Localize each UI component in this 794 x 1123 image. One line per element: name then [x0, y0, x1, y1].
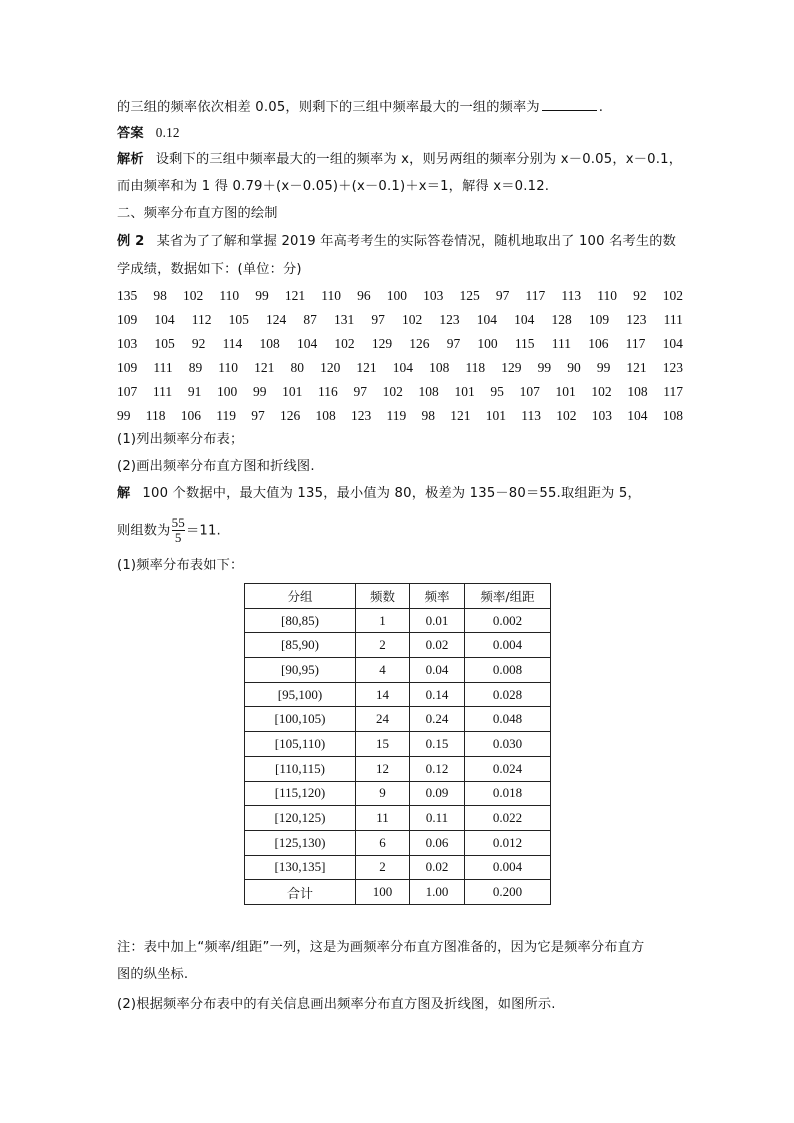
answer-label: 答案: [117, 126, 144, 141]
score-value: 100: [217, 384, 238, 399]
score-value: 109: [117, 360, 138, 375]
part-2-text: (2)根据频率分布表中的有关信息画出频率分布直方图及折线图，如图所示.: [117, 997, 556, 1012]
score-value: 99: [596, 360, 611, 375]
scores-row: [117, 335, 683, 353]
score-value: 129: [371, 336, 393, 351]
note-line-2: [117, 966, 683, 984]
solution-label: 解: [117, 486, 131, 501]
problem-text: 的三组的频率依次相差 0.05，则剩下的三组中频率最大的一组的频率为: [117, 100, 540, 115]
scores-row: [117, 383, 683, 401]
example-line-2: [117, 261, 683, 279]
frequency-table: [244, 583, 551, 905]
score-value: 116: [318, 384, 338, 399]
groups-suffix: ＝11.: [185, 523, 221, 539]
score-value: 110: [218, 360, 239, 375]
score-value: 117: [625, 336, 646, 351]
table-cell: 15: [356, 732, 410, 757]
score-value: 103: [591, 408, 612, 423]
answer-blank: [542, 97, 597, 111]
score-value: 101: [485, 408, 506, 423]
score-value: 97: [353, 384, 367, 399]
score-value: 99: [537, 360, 552, 375]
score-value: 104: [514, 312, 535, 327]
table-cell: 1: [356, 608, 410, 633]
score-value: 95: [490, 384, 504, 399]
table-cell: 0.02: [410, 855, 465, 880]
score-value: 97: [446, 336, 461, 351]
note-text-2: 图的纵坐标.: [117, 967, 189, 982]
score-value: 126: [280, 408, 301, 423]
table-cell: [130,135]: [245, 855, 356, 880]
table-cell: 0.028: [465, 682, 551, 707]
score-value: 102: [556, 408, 577, 423]
score-value: 110: [219, 288, 240, 303]
table-cell: 0.15: [410, 732, 465, 757]
score-value: 105: [154, 336, 175, 351]
score-value: 90: [567, 360, 581, 375]
score-value: 102: [334, 336, 355, 351]
score-value: 100: [477, 336, 498, 351]
score-value: 135: [117, 288, 138, 303]
score-value: 118: [465, 360, 486, 375]
answer-line: [117, 124, 683, 143]
table-cell: 0.018: [465, 781, 551, 806]
table-cell: 0.11: [410, 806, 465, 831]
score-value: 104: [662, 336, 683, 351]
table-cell: 0.030: [465, 732, 551, 757]
table-cell: 4: [356, 658, 410, 683]
question-1-line: [117, 431, 683, 449]
score-value: 97: [371, 312, 385, 327]
score-value: 119: [216, 408, 236, 423]
table-cell: 0.01: [410, 608, 465, 633]
score-value: 104: [476, 312, 497, 327]
table-cell: 0.06: [410, 830, 465, 855]
score-value: 87: [303, 312, 317, 327]
table-total-row: [245, 880, 551, 905]
score-value: 104: [154, 312, 175, 327]
score-value: 110: [321, 288, 341, 303]
table-row: [245, 830, 551, 855]
table-cell: 9: [356, 781, 410, 806]
score-value: 102: [662, 288, 683, 303]
score-value: 101: [282, 384, 303, 399]
score-value: 97: [251, 408, 265, 423]
score-value: 109: [588, 312, 610, 327]
solution-line: [117, 485, 683, 503]
analysis-label: 解析: [117, 152, 144, 167]
note-text-1: 注：表中加上“频率/组距”一列，这是为画频率分布直方图准备的，因为它是频率分布直方: [117, 940, 645, 955]
score-value: 105: [228, 312, 249, 327]
score-value: 104: [392, 360, 413, 375]
score-value: 80: [290, 360, 304, 375]
score-value: 121: [450, 408, 471, 423]
table-row: [245, 806, 551, 831]
score-value: 113: [521, 408, 541, 423]
table-cell: 12: [356, 756, 410, 781]
score-value: 106: [180, 408, 201, 423]
table-cell: 0.002: [465, 608, 551, 633]
table-cell: 0.09: [410, 781, 465, 806]
analysis-line-2: [117, 178, 683, 196]
header-count: 频数: [356, 584, 410, 609]
score-value: 102: [591, 384, 612, 399]
table-cell: [125,130): [245, 830, 356, 855]
table-cell: [80,85): [245, 608, 356, 633]
scores-row: [117, 359, 683, 377]
score-value: 108: [259, 336, 280, 351]
analysis-line-1: [117, 151, 683, 169]
score-value: 108: [429, 360, 450, 375]
table-cell: 0.004: [465, 633, 551, 658]
score-value: 92: [191, 336, 206, 351]
table-cell: 100: [356, 880, 410, 905]
example-text-2: 学成绩，数据如下：(单位：分): [117, 262, 302, 277]
table-cell: 0.04: [410, 658, 465, 683]
groups-prefix: 则组数为: [117, 523, 171, 539]
table-cell: 0.14: [410, 682, 465, 707]
table-row: [245, 633, 551, 658]
groups-line: [117, 516, 683, 546]
table-intro-line: [117, 557, 683, 575]
score-value: 97: [495, 288, 510, 303]
table-row: [245, 658, 551, 683]
score-value: 108: [418, 384, 439, 399]
score-value: 102: [382, 384, 403, 399]
score-value: 121: [356, 360, 377, 375]
table-header-row: [245, 584, 551, 609]
table-cell: [100,105): [245, 707, 356, 732]
score-value: 120: [320, 360, 341, 375]
section-title: 二、频率分布直方图的绘制: [117, 206, 278, 221]
header-frequency: 频率: [410, 584, 465, 609]
header-frequency-per-width: 频率/组距: [465, 584, 551, 609]
table-row: [245, 707, 551, 732]
problem-end: .: [598, 100, 604, 115]
table-cell: 合计: [245, 880, 356, 905]
score-value: 121: [626, 360, 647, 375]
table-cell: [85,90): [245, 633, 356, 658]
score-value: 129: [501, 360, 522, 375]
table-cell: 6: [356, 830, 410, 855]
score-value: 107: [519, 384, 540, 399]
score-value: 119: [386, 408, 407, 423]
score-value: 99: [252, 384, 267, 399]
answer-value: 0.12: [155, 125, 180, 140]
example-line-1: [117, 233, 683, 251]
score-value: 99: [117, 408, 131, 423]
score-value: 108: [315, 408, 336, 423]
scores-row: [117, 311, 683, 329]
score-value: 121: [254, 360, 275, 375]
table-row: [245, 855, 551, 880]
table-cell: 0.022: [465, 806, 551, 831]
table-row: [245, 682, 551, 707]
table-cell: 0.024: [465, 756, 551, 781]
table-cell: 0.008: [465, 658, 551, 683]
score-value: 124: [266, 312, 287, 327]
example-text-1: 某省为了了解和掌握 2019 年高考考生的实际答卷情况，随机地取出了 100 名考生的数: [156, 234, 677, 249]
table-cell: [90,95): [245, 658, 356, 683]
note-line-1: [117, 939, 683, 957]
score-value: 107: [117, 384, 138, 399]
table-row: [245, 756, 551, 781]
question-1: (1)列出频率分布表；: [117, 432, 244, 447]
table-cell: 24: [356, 707, 410, 732]
question-2-line: [117, 458, 683, 476]
score-value: 104: [627, 408, 648, 423]
table-row: [245, 608, 551, 633]
analysis-text-2: 而由频率和为 1 得 0.79＋(x－0.05)＋(x－0.1)＋x＝1，解得 x＝0.12.: [117, 179, 550, 194]
score-value: 111: [551, 336, 571, 351]
table-row: [245, 732, 551, 757]
score-value: 123: [351, 408, 372, 423]
score-value: 103: [117, 336, 138, 351]
table-cell: [115,120): [245, 781, 356, 806]
table-cell: 0.012: [465, 830, 551, 855]
table-cell: [95,100): [245, 682, 356, 707]
score-value: 117: [663, 384, 683, 399]
score-value: 112: [191, 312, 212, 327]
score-value: 101: [454, 384, 475, 399]
score-value: 108: [662, 408, 683, 423]
score-value: 121: [284, 288, 306, 303]
score-value: 108: [627, 384, 648, 399]
score-value: 123: [662, 360, 683, 375]
fraction-numerator: 55: [171, 515, 185, 530]
table-cell: 2: [356, 633, 410, 658]
table-cell: 0.24: [410, 707, 465, 732]
score-value: 115: [514, 336, 535, 351]
score-value: 125: [459, 288, 480, 303]
score-value: 111: [153, 360, 173, 375]
table-cell: 2: [356, 855, 410, 880]
table-cell: 11: [356, 806, 410, 831]
table-cell: 0.048: [465, 707, 551, 732]
table-row: [245, 781, 551, 806]
part-2-line: [117, 996, 683, 1014]
score-value: 103: [423, 288, 444, 303]
table-cell: 0.004: [465, 855, 551, 880]
table-cell: 0.12: [410, 756, 465, 781]
score-value: 110: [597, 288, 617, 303]
score-value: 123: [626, 312, 647, 327]
analysis-text-1: 设剩下的三组中频率最大的一组的频率为 x，则另两组的频率分别为 x－0.05，x－0.1，: [155, 152, 683, 167]
section-heading: [117, 205, 683, 223]
score-value: 117: [525, 288, 546, 303]
problem-continuation: [117, 97, 683, 117]
score-value: 100: [386, 288, 407, 303]
score-value: 131: [334, 312, 355, 327]
header-group: 分组: [245, 584, 356, 609]
score-value: 89: [188, 360, 203, 375]
score-value: 102: [402, 312, 423, 327]
score-value: 99: [255, 288, 269, 303]
table-cell: [110,115): [245, 756, 356, 781]
score-value: 92: [633, 288, 647, 303]
groups-fraction: [172, 516, 185, 545]
score-value: 126: [409, 336, 430, 351]
score-value: 128: [551, 312, 572, 327]
table-cell: [120,125): [245, 806, 356, 831]
score-value: 98: [153, 288, 167, 303]
score-value: 102: [183, 288, 204, 303]
table-cell: 0.02: [410, 633, 465, 658]
score-value: 111: [152, 384, 173, 399]
score-value: 109: [117, 312, 138, 327]
score-value: 113: [561, 288, 582, 303]
score-value: 118: [145, 408, 166, 423]
score-value: 101: [555, 384, 576, 399]
score-value: 106: [588, 336, 609, 351]
table-cell: 1.00: [410, 880, 465, 905]
table-cell: [105,110): [245, 732, 356, 757]
question-2: (2)画出频率分布直方图和折线图.: [117, 459, 315, 474]
solution-text: 100 个数据中，最大值为 135，最小值为 80，极差为 135－80＝55.取组距为 5，: [142, 486, 641, 501]
score-value: 123: [439, 312, 460, 327]
score-value: 96: [357, 288, 371, 303]
table-cell: 14: [356, 682, 410, 707]
example-label: 例 2: [117, 234, 145, 249]
score-value: 114: [222, 336, 243, 351]
table-cell: 0.200: [465, 880, 551, 905]
score-value: 104: [296, 336, 318, 351]
table-intro: (1)频率分布表如下：: [117, 558, 244, 573]
score-value: 91: [187, 384, 202, 399]
fraction-denominator: 5: [172, 530, 185, 545]
scores-row: [117, 407, 683, 425]
score-value: 111: [663, 312, 683, 327]
score-value: 98: [421, 408, 435, 423]
scores-row: [117, 287, 683, 305]
